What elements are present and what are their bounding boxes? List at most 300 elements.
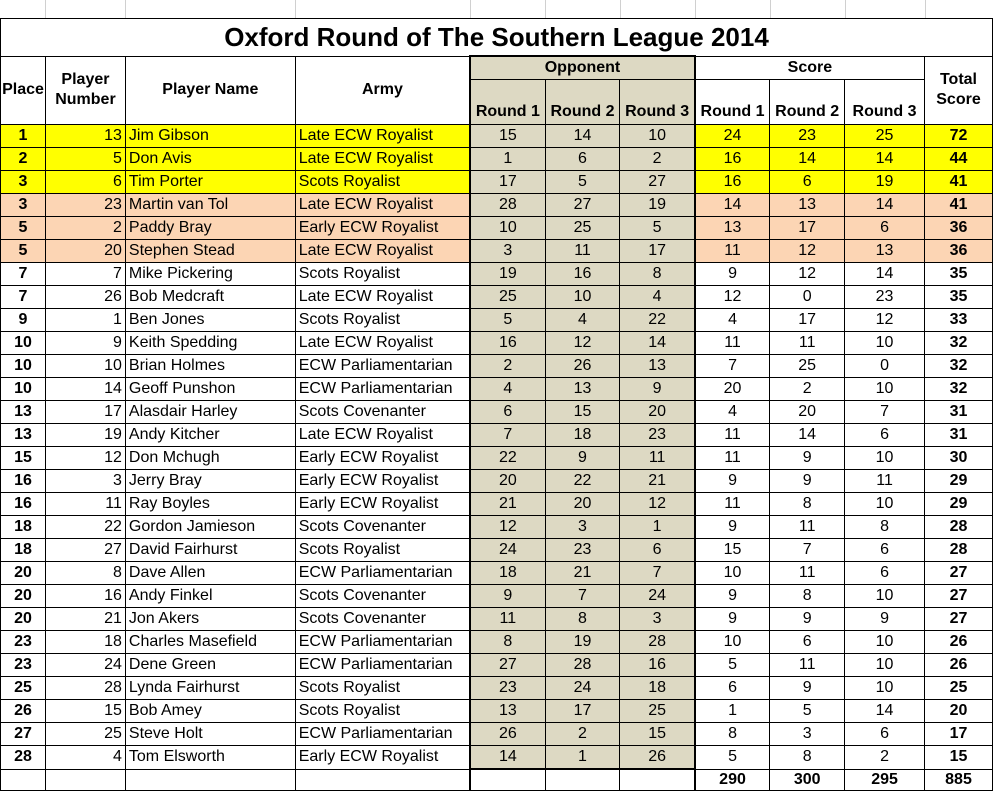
player-number-cell: 18 [45, 631, 125, 654]
opponent-round-1-cell: 14 [470, 746, 545, 770]
army-cell: Scots Royalist [295, 539, 470, 562]
opponent-round-3-cell: 16 [620, 654, 695, 677]
player-name-cell: Andy Kitcher [125, 424, 295, 447]
total-score-cell: 44 [924, 148, 992, 171]
opponent-round-3-cell: 24 [620, 585, 695, 608]
army-cell: Scots Covenanter [295, 401, 470, 424]
score-round-2-cell: 11 [770, 332, 845, 355]
opponent-round-3-cell: 1 [620, 516, 695, 539]
army-cell: Scots Royalist [295, 677, 470, 700]
score-round-3-cell: 23 [845, 286, 925, 309]
header-score-round-2: Round 2 [770, 80, 845, 125]
player-name-cell: Keith Spedding [125, 332, 295, 355]
opponent-round-1-cell: 25 [470, 286, 545, 309]
totals-blank-place [1, 769, 46, 791]
table-row [1, 654, 993, 677]
place-cell: 7 [1, 286, 46, 309]
player-number-cell: 11 [45, 493, 125, 516]
opponent-round-2-cell: 20 [545, 493, 620, 516]
opponent-round-3-cell: 2 [620, 148, 695, 171]
score-round-3-cell: 6 [845, 424, 925, 447]
total-round-1: 290 [695, 769, 770, 791]
army-cell: Scots Royalist [295, 171, 470, 194]
opponent-round-2-cell: 24 [545, 677, 620, 700]
grand-total: 885 [924, 769, 992, 791]
opponent-round-1-cell: 7 [470, 424, 545, 447]
place-cell: 10 [1, 378, 46, 401]
table-row [1, 539, 993, 562]
total-round-2: 300 [770, 769, 845, 791]
score-round-2-cell: 20 [770, 401, 845, 424]
score-round-1-cell: 11 [695, 332, 770, 355]
score-round-2-cell: 11 [770, 516, 845, 539]
army-cell: ECW Parliamentarian [295, 723, 470, 746]
header-score-round-1: Round 1 [695, 80, 770, 125]
player-name-cell: Don Avis [125, 148, 295, 171]
total-round-3: 295 [845, 769, 925, 791]
army-cell: ECW Parliamentarian [295, 654, 470, 677]
opponent-round-2-cell: 18 [545, 424, 620, 447]
player-name-cell: Stephen Stead [125, 240, 295, 263]
player-name-cell: Jerry Bray [125, 470, 295, 493]
table-row [1, 240, 993, 263]
score-round-3-cell: 14 [845, 148, 925, 171]
header-player-name: Player Name [125, 56, 295, 125]
player-number-cell: 13 [45, 125, 125, 148]
results-table [0, 18, 993, 791]
score-round-1-cell: 1 [695, 700, 770, 723]
player-number-cell: 23 [45, 194, 125, 217]
opponent-round-2-cell: 17 [545, 700, 620, 723]
score-round-2-cell: 0 [770, 286, 845, 309]
score-round-2-cell: 23 [770, 125, 845, 148]
total-score-cell: 17 [924, 723, 992, 746]
army-cell: Early ECW Royalist [295, 746, 470, 770]
opponent-round-2-cell: 23 [545, 539, 620, 562]
total-score-cell: 32 [924, 332, 992, 355]
opponent-round-2-cell: 5 [545, 171, 620, 194]
total-score-cell: 26 [924, 631, 992, 654]
opponent-round-1-cell: 16 [470, 332, 545, 355]
army-cell: Scots Covenanter [295, 585, 470, 608]
score-round-2-cell: 8 [770, 493, 845, 516]
player-number-cell: 3 [45, 470, 125, 493]
totals-row [1, 769, 993, 791]
opponent-round-3-cell: 9 [620, 378, 695, 401]
place-cell: 16 [1, 493, 46, 516]
opponent-round-1-cell: 3 [470, 240, 545, 263]
score-round-2-cell: 8 [770, 746, 845, 770]
table-row [1, 631, 993, 654]
score-round-3-cell: 11 [845, 470, 925, 493]
opponent-round-1-cell: 18 [470, 562, 545, 585]
place-cell: 25 [1, 677, 46, 700]
place-cell: 26 [1, 700, 46, 723]
table-row [1, 746, 993, 770]
score-round-2-cell: 13 [770, 194, 845, 217]
total-score-cell: 26 [924, 654, 992, 677]
player-name-cell: Brian Holmes [125, 355, 295, 378]
player-name-cell: Bob Medcraft [125, 286, 295, 309]
player-number-cell: 28 [45, 677, 125, 700]
score-round-2-cell: 9 [770, 677, 845, 700]
player-number-cell: 24 [45, 654, 125, 677]
score-round-3-cell: 7 [845, 401, 925, 424]
opponent-round-2-cell: 9 [545, 447, 620, 470]
place-cell: 2 [1, 148, 46, 171]
sheet-top-strip [0, 0, 993, 18]
score-round-2-cell: 11 [770, 562, 845, 585]
score-round-1-cell: 4 [695, 309, 770, 332]
place-cell: 20 [1, 562, 46, 585]
totals-blank-army [295, 769, 470, 791]
opponent-round-1-cell: 4 [470, 378, 545, 401]
army-cell: ECW Parliamentarian [295, 631, 470, 654]
total-score-cell: 15 [924, 746, 992, 770]
opponent-round-2-cell: 26 [545, 355, 620, 378]
player-number-cell: 8 [45, 562, 125, 585]
opponent-round-1-cell: 21 [470, 493, 545, 516]
player-number-cell: 22 [45, 516, 125, 539]
table-row [1, 424, 993, 447]
score-round-2-cell: 17 [770, 217, 845, 240]
table-row [1, 562, 993, 585]
score-round-2-cell: 12 [770, 263, 845, 286]
place-cell: 3 [1, 194, 46, 217]
score-round-3-cell: 10 [845, 493, 925, 516]
table-row [1, 171, 993, 194]
score-round-1-cell: 20 [695, 378, 770, 401]
score-round-2-cell: 9 [770, 470, 845, 493]
opponent-round-1-cell: 17 [470, 171, 545, 194]
score-round-1-cell: 16 [695, 171, 770, 194]
opponent-round-1-cell: 2 [470, 355, 545, 378]
army-cell: Late ECW Royalist [295, 125, 470, 148]
player-name-cell: Ray Boyles [125, 493, 295, 516]
player-name-cell: Gordon Jamieson [125, 516, 295, 539]
total-score-cell: 28 [924, 539, 992, 562]
total-score-cell: 30 [924, 447, 992, 470]
score-round-1-cell: 8 [695, 723, 770, 746]
player-number-cell: 17 [45, 401, 125, 424]
player-number-cell: 15 [45, 700, 125, 723]
opponent-round-3-cell: 25 [620, 700, 695, 723]
score-round-1-cell: 9 [695, 516, 770, 539]
place-cell: 10 [1, 332, 46, 355]
header-opponent: Opponent [470, 56, 695, 80]
table-row [1, 286, 993, 309]
place-cell: 1 [1, 125, 46, 148]
opponent-round-2-cell: 22 [545, 470, 620, 493]
opponent-round-1-cell: 5 [470, 309, 545, 332]
place-cell: 27 [1, 723, 46, 746]
opponent-round-3-cell: 20 [620, 401, 695, 424]
army-cell: Late ECW Royalist [295, 194, 470, 217]
army-cell: Late ECW Royalist [295, 286, 470, 309]
opponent-round-1-cell: 13 [470, 700, 545, 723]
table-row [1, 585, 993, 608]
table-row [1, 493, 993, 516]
opponent-round-3-cell: 28 [620, 631, 695, 654]
opponent-round-3-cell: 11 [620, 447, 695, 470]
score-round-3-cell: 10 [845, 378, 925, 401]
opponent-round-3-cell: 21 [620, 470, 695, 493]
score-round-2-cell: 9 [770, 608, 845, 631]
score-round-3-cell: 8 [845, 516, 925, 539]
score-round-3-cell: 13 [845, 240, 925, 263]
table-row [1, 470, 993, 493]
totals-blank-opponent-2 [545, 769, 620, 791]
opponent-round-1-cell: 11 [470, 608, 545, 631]
table-row [1, 217, 993, 240]
player-number-cell: 16 [45, 585, 125, 608]
opponent-round-1-cell: 22 [470, 447, 545, 470]
score-round-3-cell: 14 [845, 700, 925, 723]
player-number-cell: 14 [45, 378, 125, 401]
army-cell: Late ECW Royalist [295, 148, 470, 171]
score-round-2-cell: 8 [770, 585, 845, 608]
score-round-1-cell: 10 [695, 562, 770, 585]
opponent-round-1-cell: 1 [470, 148, 545, 171]
army-cell: Scots Royalist [295, 309, 470, 332]
opponent-round-1-cell: 28 [470, 194, 545, 217]
opponent-round-1-cell: 24 [470, 539, 545, 562]
score-round-2-cell: 2 [770, 378, 845, 401]
total-score-cell: 33 [924, 309, 992, 332]
opponent-round-2-cell: 14 [545, 125, 620, 148]
army-cell: Late ECW Royalist [295, 240, 470, 263]
opponent-round-1-cell: 15 [470, 125, 545, 148]
table-row [1, 723, 993, 746]
opponent-round-3-cell: 27 [620, 171, 695, 194]
opponent-round-2-cell: 28 [545, 654, 620, 677]
totals-blank-opponent-1 [470, 769, 545, 791]
player-number-cell: 1 [45, 309, 125, 332]
score-round-2-cell: 14 [770, 148, 845, 171]
army-cell: Scots Covenanter [295, 516, 470, 539]
place-cell: 20 [1, 585, 46, 608]
score-round-1-cell: 5 [695, 654, 770, 677]
score-round-3-cell: 14 [845, 194, 925, 217]
opponent-round-1-cell: 23 [470, 677, 545, 700]
score-round-1-cell: 7 [695, 355, 770, 378]
place-cell: 18 [1, 539, 46, 562]
player-number-cell: 19 [45, 424, 125, 447]
score-round-3-cell: 6 [845, 217, 925, 240]
opponent-round-3-cell: 13 [620, 355, 695, 378]
opponent-round-3-cell: 8 [620, 263, 695, 286]
opponent-round-3-cell: 10 [620, 125, 695, 148]
score-round-3-cell: 2 [845, 746, 925, 770]
army-cell: Scots Royalist [295, 263, 470, 286]
place-cell: 13 [1, 424, 46, 447]
total-score-cell: 29 [924, 493, 992, 516]
player-name-cell: Paddy Bray [125, 217, 295, 240]
opponent-round-2-cell: 27 [545, 194, 620, 217]
player-name-cell: Ben Jones [125, 309, 295, 332]
opponent-round-1-cell: 27 [470, 654, 545, 677]
player-number-cell: 20 [45, 240, 125, 263]
score-round-2-cell: 5 [770, 700, 845, 723]
player-number-cell: 7 [45, 263, 125, 286]
army-cell: Early ECW Royalist [295, 470, 470, 493]
opponent-round-2-cell: 21 [545, 562, 620, 585]
player-name-cell: Martin van Tol [125, 194, 295, 217]
place-cell: 16 [1, 470, 46, 493]
score-round-3-cell: 19 [845, 171, 925, 194]
opponent-round-3-cell: 26 [620, 746, 695, 770]
opponent-round-2-cell: 15 [545, 401, 620, 424]
opponent-round-3-cell: 22 [620, 309, 695, 332]
header-opponent-round-2: Round 2 [545, 80, 620, 125]
score-round-1-cell: 13 [695, 217, 770, 240]
opponent-round-2-cell: 3 [545, 516, 620, 539]
player-number-cell: 26 [45, 286, 125, 309]
total-score-cell: 27 [924, 562, 992, 585]
score-round-3-cell: 10 [845, 585, 925, 608]
army-cell: Scots Covenanter [295, 608, 470, 631]
totals-blank-number [45, 769, 125, 791]
table-row [1, 332, 993, 355]
score-round-2-cell: 6 [770, 171, 845, 194]
place-cell: 5 [1, 240, 46, 263]
table-row [1, 401, 993, 424]
score-round-3-cell: 6 [845, 562, 925, 585]
score-round-1-cell: 11 [695, 447, 770, 470]
opponent-round-3-cell: 17 [620, 240, 695, 263]
score-round-1-cell: 9 [695, 585, 770, 608]
player-name-cell: Dene Green [125, 654, 295, 677]
army-cell: Late ECW Royalist [295, 332, 470, 355]
total-score-cell: 27 [924, 585, 992, 608]
score-round-2-cell: 17 [770, 309, 845, 332]
player-name-cell: Tom Elsworth [125, 746, 295, 770]
place-cell: 5 [1, 217, 46, 240]
opponent-round-3-cell: 7 [620, 562, 695, 585]
score-round-3-cell: 10 [845, 654, 925, 677]
score-round-2-cell: 14 [770, 424, 845, 447]
total-score-cell: 27 [924, 608, 992, 631]
place-cell: 23 [1, 631, 46, 654]
player-number-cell: 25 [45, 723, 125, 746]
army-cell: ECW Parliamentarian [295, 355, 470, 378]
score-round-3-cell: 6 [845, 723, 925, 746]
table-row [1, 125, 993, 148]
player-name-cell: Mike Pickering [125, 263, 295, 286]
player-number-cell: 12 [45, 447, 125, 470]
opponent-round-2-cell: 12 [545, 332, 620, 355]
player-name-cell: Don Mchugh [125, 447, 295, 470]
table-row [1, 677, 993, 700]
table-row [1, 355, 993, 378]
score-round-3-cell: 9 [845, 608, 925, 631]
opponent-round-3-cell: 3 [620, 608, 695, 631]
player-number-cell: 9 [45, 332, 125, 355]
opponent-round-1-cell: 26 [470, 723, 545, 746]
army-cell: Early ECW Royalist [295, 447, 470, 470]
total-score-cell: 36 [924, 217, 992, 240]
header-score: Score [695, 56, 925, 80]
total-score-cell: 31 [924, 401, 992, 424]
header-score-round-3: Round 3 [845, 80, 925, 125]
total-score-cell: 36 [924, 240, 992, 263]
table-row [1, 194, 993, 217]
army-cell: Scots Royalist [295, 700, 470, 723]
place-cell: 23 [1, 654, 46, 677]
header-opponent-round-3: Round 3 [620, 80, 695, 125]
opponent-round-2-cell: 10 [545, 286, 620, 309]
total-score-cell: 28 [924, 516, 992, 539]
player-number-cell: 21 [45, 608, 125, 631]
score-round-1-cell: 14 [695, 194, 770, 217]
score-round-3-cell: 25 [845, 125, 925, 148]
table-row [1, 378, 993, 401]
opponent-round-3-cell: 6 [620, 539, 695, 562]
opponent-round-1-cell: 6 [470, 401, 545, 424]
player-name-cell: Geoff Punshon [125, 378, 295, 401]
table-row [1, 516, 993, 539]
place-cell: 13 [1, 401, 46, 424]
table-row [1, 309, 993, 332]
player-number-cell: 6 [45, 171, 125, 194]
opponent-round-2-cell: 7 [545, 585, 620, 608]
army-cell: ECW Parliamentarian [295, 378, 470, 401]
score-round-1-cell: 5 [695, 746, 770, 770]
opponent-round-2-cell: 25 [545, 217, 620, 240]
total-score-cell: 25 [924, 677, 992, 700]
score-round-1-cell: 9 [695, 470, 770, 493]
sheet-title: Oxford Round of The Southern League 2014 [1, 19, 993, 57]
opponent-round-2-cell: 13 [545, 378, 620, 401]
score-round-2-cell: 7 [770, 539, 845, 562]
score-round-1-cell: 9 [695, 608, 770, 631]
score-round-2-cell: 9 [770, 447, 845, 470]
score-round-3-cell: 10 [845, 677, 925, 700]
place-cell: 10 [1, 355, 46, 378]
place-cell: 28 [1, 746, 46, 770]
total-score-cell: 31 [924, 424, 992, 447]
table-row [1, 263, 993, 286]
score-round-3-cell: 6 [845, 539, 925, 562]
player-number-cell: 2 [45, 217, 125, 240]
opponent-round-1-cell: 8 [470, 631, 545, 654]
army-cell: ECW Parliamentarian [295, 562, 470, 585]
player-number-cell: 4 [45, 746, 125, 770]
opponent-round-1-cell: 12 [470, 516, 545, 539]
score-round-3-cell: 0 [845, 355, 925, 378]
header-player-number: Player Number [45, 56, 125, 125]
player-name-cell: Charles Masefield [125, 631, 295, 654]
table-row [1, 447, 993, 470]
place-cell: 7 [1, 263, 46, 286]
score-round-1-cell: 11 [695, 424, 770, 447]
total-score-cell: 41 [924, 194, 992, 217]
player-number-cell: 10 [45, 355, 125, 378]
opponent-round-3-cell: 15 [620, 723, 695, 746]
player-name-cell: David Fairhurst [125, 539, 295, 562]
score-round-2-cell: 11 [770, 654, 845, 677]
totals-blank-opponent-3 [620, 769, 695, 791]
opponent-round-3-cell: 23 [620, 424, 695, 447]
score-round-2-cell: 3 [770, 723, 845, 746]
score-round-1-cell: 12 [695, 286, 770, 309]
score-round-2-cell: 25 [770, 355, 845, 378]
opponent-round-2-cell: 19 [545, 631, 620, 654]
score-round-1-cell: 24 [695, 125, 770, 148]
place-cell: 3 [1, 171, 46, 194]
score-round-1-cell: 6 [695, 677, 770, 700]
opponent-round-1-cell: 10 [470, 217, 545, 240]
